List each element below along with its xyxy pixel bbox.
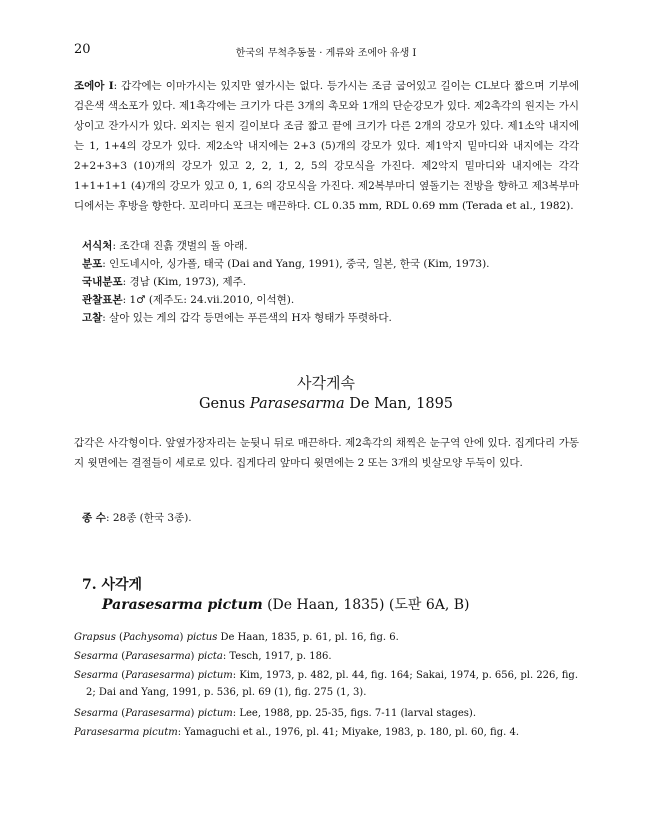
zoea-text: : 갑각에는 이마가시는 있지만 옆가시는 없다. 등가시는 조금 굽어있고 길이는 CL보다 짧으며 기부에 검은색 색소포가 있다. 제1촉각에는 크기가 다른 3개의 촉모와 1개의 단순강모가 있다. 제2촉각의 원지는 가시상이고 잔가시가 있다. 외지는 원지 길이보다 조금 짧고 끝에 크기가 다른 2개의 강모가 있다. 제1소악 내지에는 1, 1+4의 강모가 있다. 제2소악 내지에는 2+3 (5)개의 강모가 있다. 제1악지 밑마디와 내지에는 각각 2+2+3+3 (10)개의 강모가 있고 2, 2, 1, 2, 5의 강모식을 가진다. 제2악지 밑마디와 내지에는 각각 1+1+1+1 (4)개의 강모가 있고 0, 1, 6의 강모식을 가진다. 제2복부마디 옆돌기는 전방을 향하고 제3복부마디에서는 후방을 향한다. 꼬리마디 포크는 매끈하다. CL 0.35 mm, RDL 0.69 mm (Terada et al., 1982). (74, 80, 579, 212)
remarks-line (82, 310, 392, 326)
habitat-label: 서식처 (82, 240, 113, 252)
page-number: 20 (74, 42, 91, 57)
korea-distribution-text: : 경남 (Kim, 1973), 제주. (122, 276, 247, 288)
reference-entry: Grapsus (Pachysoma) pictus De Haan, 1835, p. 61, pl. 16, fig. 6. (74, 632, 399, 643)
specimen-text: : 1♂ (제주도: 24.vii.2010, 이석현). (122, 294, 295, 306)
species-title (102, 594, 470, 614)
remarks-text: : 살아 있는 게의 갑각 등면에는 푸른색의 H자 형태가 뚜렷하다. (102, 312, 392, 324)
genus-description: 갑각은 사각형이다. 앞옆가장자리는 눈뒷니 뒤로 매끈하다. 제2촉각의 채찍은 눈구역 안에 있다. 집게다리 가동지 윗면에는 결절들이 세로로 있다. 집게다리 앞마디 윗면에는 2 또는 3개의 빗살모양 두둑이 있다. (74, 437, 579, 469)
reference-entry: Parasesarma picutm: Yamaguchi et al., 1976, pl. 41; Miyake, 1983, p. 180, pl. 60, fig. 4. (74, 727, 519, 738)
genus-name: Parasesarma (249, 396, 345, 412)
reference-entry: Sesarma (Parasesarma) pictum: Kim, 1973, p. 482, pl. 44, fig. 164; Sakai, 1974, p. 656, pl. 226, fig. 2; Dai and Yang, 1991, p. 536, pl. 69 (1), fig. 275 (1, 3). (74, 670, 579, 698)
distribution-text: : 인도네시아, 싱가폴, 태국 (Dai and Yang, 1991), 중국, 일본, 한국 (Kim, 1973). (102, 258, 490, 270)
distribution-label: 분포 (82, 258, 103, 270)
genus-korean-title: 사각게속 (297, 374, 355, 392)
zoea-paragraph (74, 76, 579, 216)
habitat-line (82, 238, 248, 254)
korea-distribution-line (82, 274, 246, 290)
species-count-line (82, 510, 192, 526)
reference-entry: Sesarma (Parasesarma) picta: Tesch, 1917, p. 186. (74, 651, 332, 662)
genus-latin-title: Genus Parasesarma De Man, 1895 (198, 396, 454, 412)
distribution-line (82, 256, 490, 272)
reference-entry: Sesarma (Parasesarma) pictum: Lee, 1988, pp. 25-35, figs. 7-11 (larval stages). (74, 708, 477, 719)
species-count-label: 종 수 (82, 512, 106, 524)
specimen-line (82, 292, 294, 308)
species-author: (De Haan, 1835) (도판 6A, B) (262, 597, 470, 613)
species-count-text: : 28종 (한국 3종). (105, 512, 192, 524)
remarks-label: 고찰 (82, 312, 103, 324)
specimen-label: 관찰표본 (82, 294, 123, 306)
running-title: 한국의 무척추동물 · 게류와 조에아 유생 I (235, 48, 417, 59)
zoea-label: 조에아 I (74, 80, 114, 92)
habitat-text: : 조간대 진흙 갯벌의 돌 아래. (112, 240, 248, 252)
korea-distribution-label: 국내분포 (82, 276, 123, 288)
species-heading: 7. 사각게 (82, 577, 143, 593)
species-scientific-name: Parasesarma pictum (102, 597, 263, 613)
